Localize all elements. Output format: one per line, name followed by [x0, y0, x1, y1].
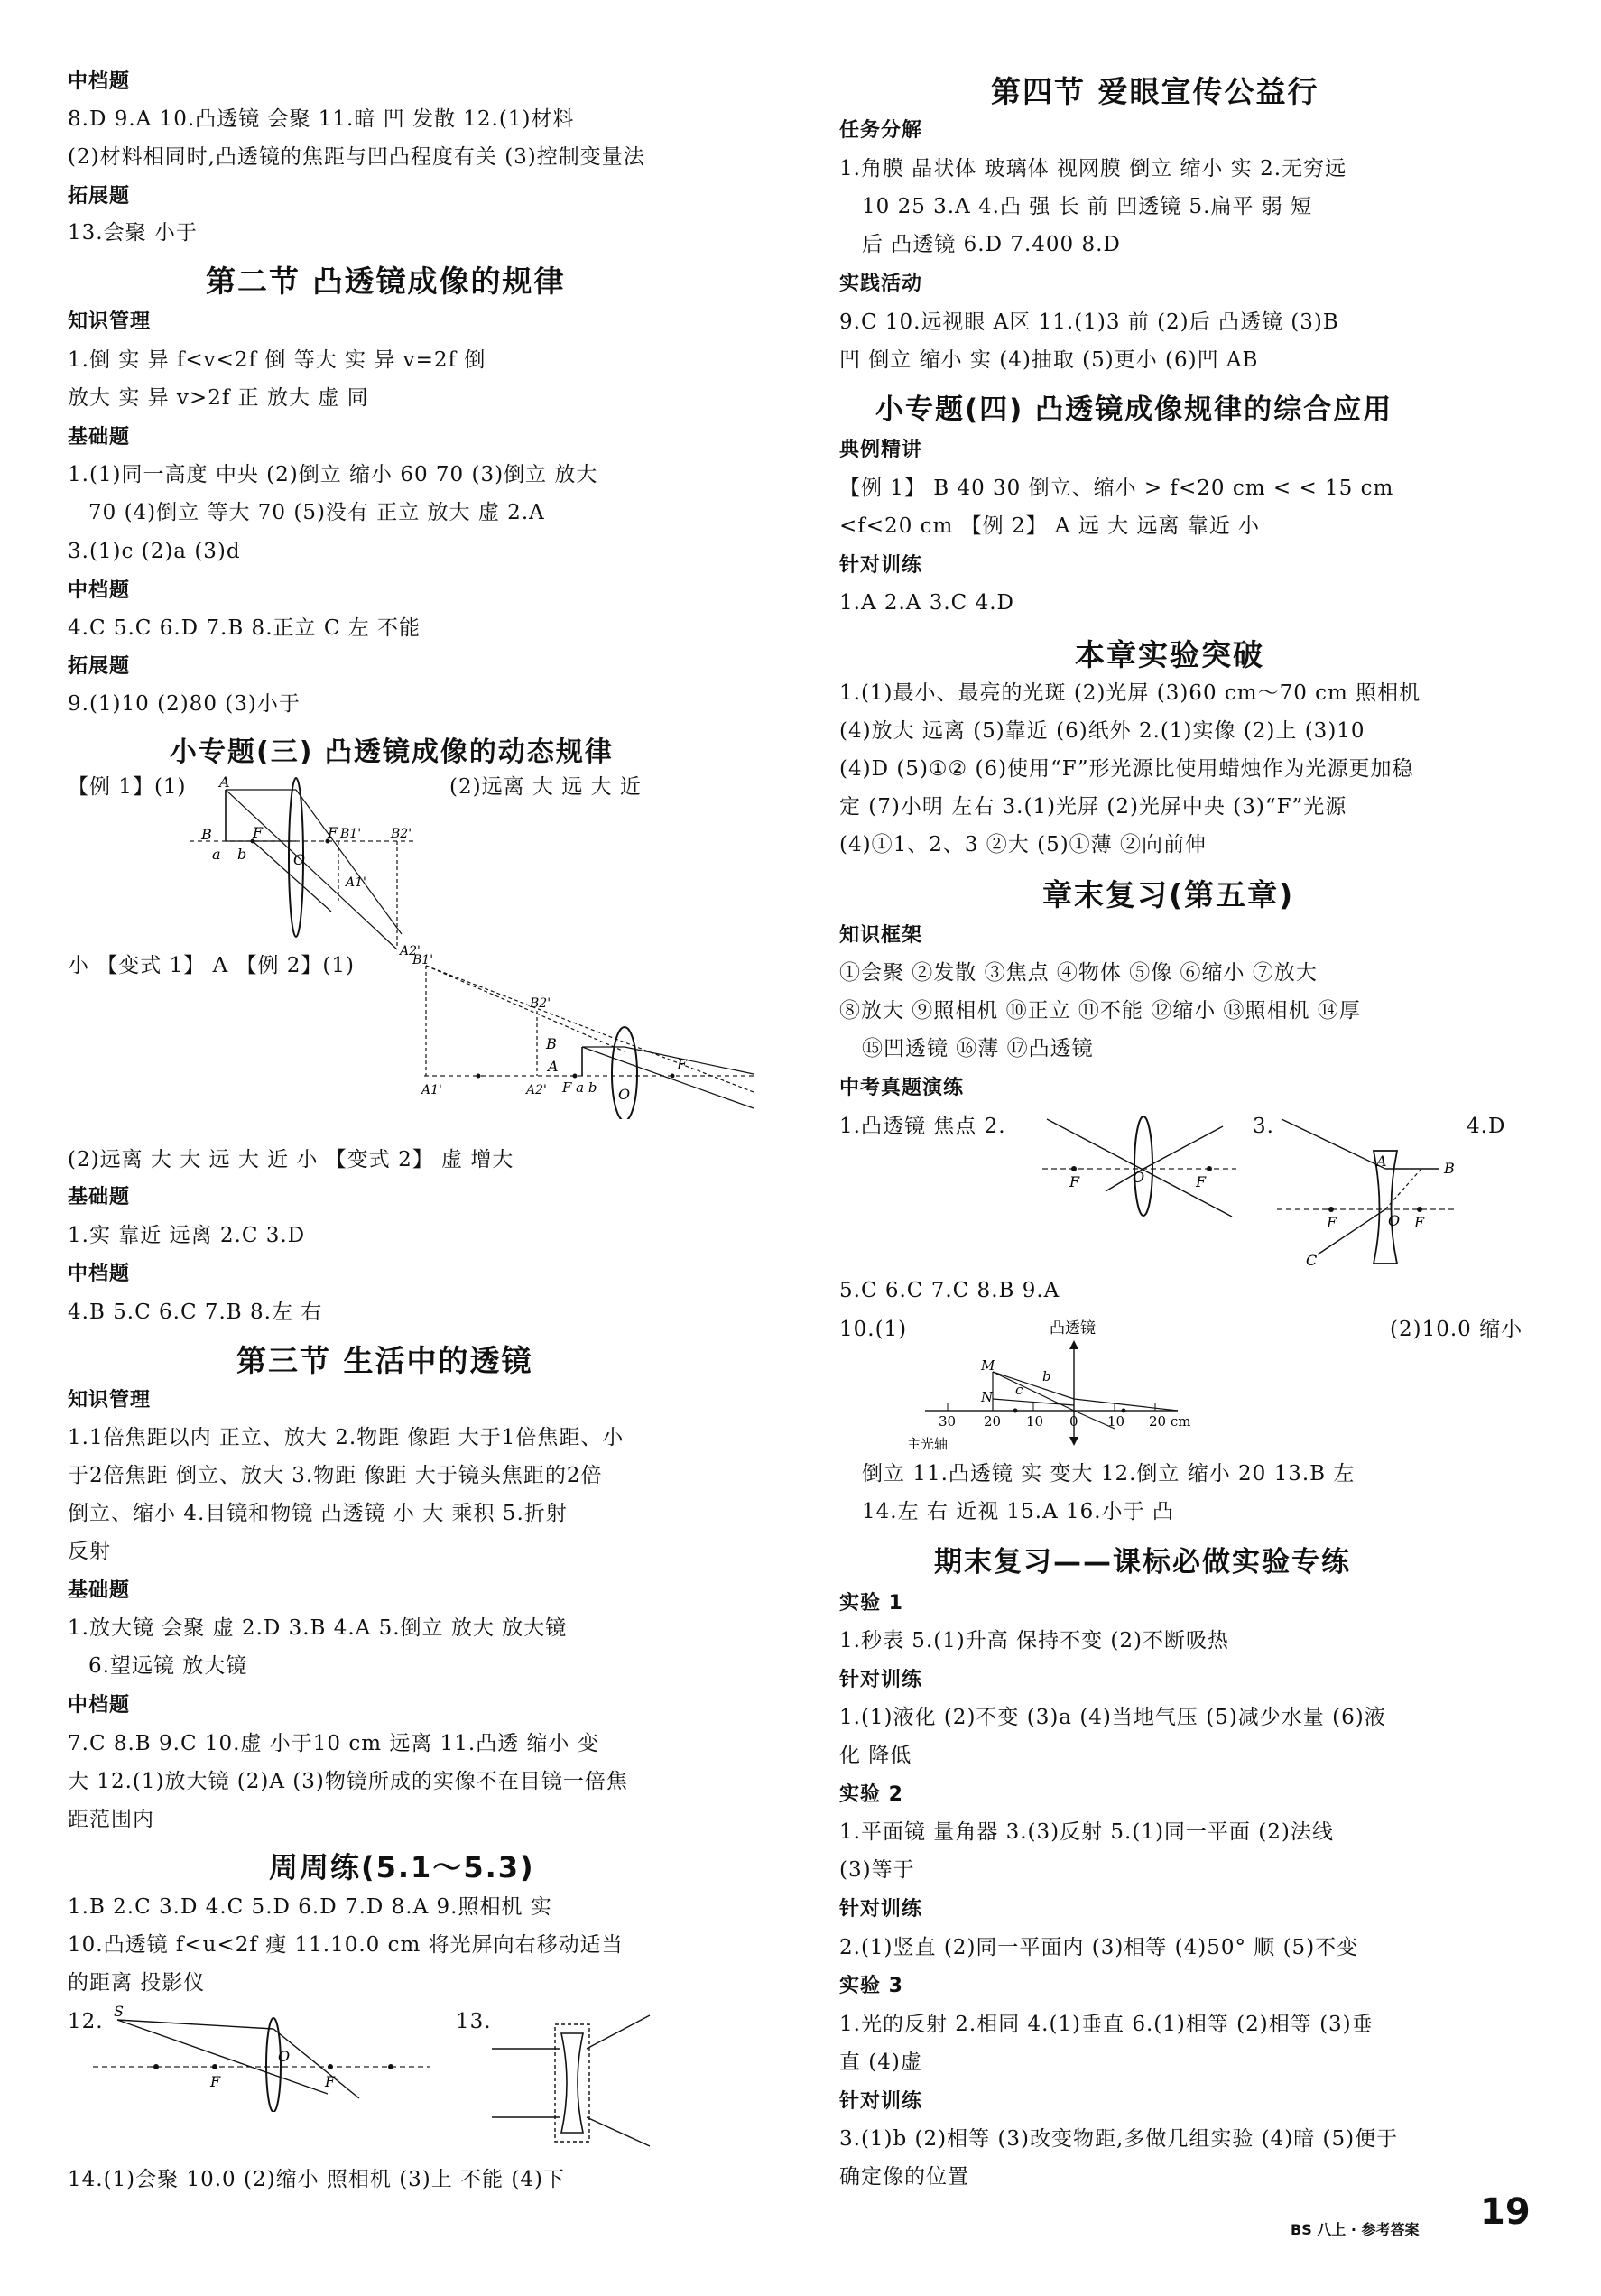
answer-line: 4.B 5.C 6.C 7.B 8.左 右 [68, 1301, 323, 1324]
answer-line: (2)材料相同时,凸透镜的焦距与凹凸程度有关 (3)控制变量法 [68, 145, 645, 169]
answer-line: 1.秒表 5.(1)升高 保持不变 (2)不断吸热 [839, 1629, 1229, 1653]
fig2-ray-diagram [1042, 1110, 1236, 1218]
answer-line: 10 25 3.A 4.凸 强 长 前 凹透镜 5.扁平 弱 短 [862, 195, 1313, 218]
section-label: 基础题 [68, 1579, 131, 1602]
section-label: 任务分解 [839, 119, 923, 142]
label-c: c [1015, 1382, 1023, 1398]
answer-line: 1.平面镜 量角器 3.(3)反射 5.(1)同一平面 (2)法线 [839, 1820, 1334, 1844]
label-A1: A1' [421, 1083, 442, 1097]
section-heading: 章末复习(第五章) [1042, 877, 1295, 912]
label-O: O [1388, 1212, 1401, 1229]
answer-line: 10.(1) [839, 1318, 908, 1341]
answer-line: 1.1倍焦距以内 正立、放大 2.物距 像距 大于1倍焦距、小 [68, 1426, 625, 1449]
label-B2: B2' [530, 996, 551, 1011]
section-label: 实验 3 [839, 1975, 903, 1997]
label-B1: B1' [340, 827, 362, 841]
answer-line: 4.C 5.C 6.D 7.B 8.正立 C 左 不能 [68, 616, 421, 640]
section-label: 知识框架 [839, 924, 923, 947]
label-F2: F [1196, 1173, 1207, 1190]
answer-line: 13.会聚 小于 [68, 221, 198, 245]
answer-line: 1.实 靠近 远离 2.C 3.D [68, 1224, 306, 1247]
answer-line: (3)等于 [839, 1858, 915, 1882]
label-lens-title: 凸透镜 [1050, 1319, 1096, 1338]
section-label: 基础题 [68, 426, 131, 449]
section-label: 实验 2 [839, 1783, 903, 1806]
answer-line: 14.左 右 近视 15.A 16.小于 凸 [862, 1500, 1174, 1523]
label-B: B [201, 826, 212, 843]
answer-line: 放大 实 异 v>2f 正 放大 虚 同 [68, 386, 369, 410]
answer-line: 化 降低 [839, 1744, 912, 1767]
answer-line: 1.A 2.A 3.C 4.D [839, 591, 1014, 615]
label-A: A [548, 1058, 559, 1075]
label-C: C [1306, 1252, 1318, 1268]
fig10-ray-diagram [907, 1313, 1250, 1458]
answer-line: 【例 1】(1) [68, 775, 187, 799]
label-Fab: F a b [562, 1079, 597, 1096]
answer-line: 1.凸透镜 焦点 2. [839, 1115, 1006, 1138]
section-heading: 期末复习——课标必做实验专练 [934, 1546, 1351, 1578]
answer-line: 3. [1253, 1115, 1274, 1138]
answer-line: 12. [68, 2010, 104, 2033]
label-N: N [981, 1389, 994, 1405]
section-label: 实践活动 [839, 273, 923, 295]
section-label: 中考真题演练 [839, 1077, 965, 1099]
answer-line: 小 【变式 1】 A 【例 2】(1) [68, 954, 356, 977]
answer-line: (2)远离 大 大 远 大 近 小 【变式 2】 虚 增大 [68, 1148, 514, 1171]
footer-label: BS 八上 · 参考答案 [1291, 2221, 1420, 2238]
label-a: a [212, 846, 221, 863]
answer-line: 3.(1)c (2)a (3)d [68, 540, 241, 563]
answer-line: 4.D [1467, 1115, 1506, 1138]
answer-line: 【例 1】 B 40 30 倒立、缩小 > f<20 cm < < 15 cm [839, 477, 1394, 500]
tick-20cm: 20 cm [1149, 1413, 1191, 1430]
answer-line: (4)放大 远离 (5)靠近 (6)纸外 2.(1)实像 (2)上 (3)10 [839, 719, 1365, 743]
answer-line: ⑮凹透镜 ⑯薄 ⑰凸透镜 [862, 1037, 1094, 1060]
label-A: A [1376, 1153, 1387, 1170]
section-label: 中档题 [68, 579, 131, 602]
tick-20: 20 [984, 1413, 1002, 1430]
label-O: O [1133, 1169, 1145, 1186]
label-O: O [278, 2048, 291, 2065]
section-heading: 第二节 凸透镜成像的规律 [206, 264, 566, 299]
label-B: B [546, 1035, 557, 1052]
answer-line: 倒立、缩小 4.目镜和物镜 凸透镜 小 大 乘积 5.折射 [68, 1502, 568, 1525]
answer-line: 大 12.(1)放大镜 (2)A (3)物镜所成的实像不在目镜一倍焦 [68, 1770, 628, 1793]
answer-line: 14.(1)会聚 10.0 (2)缩小 照相机 (3)上 不能 (4)下 [68, 2168, 565, 2191]
label-B1: B1' [412, 953, 434, 967]
section-label: 中档题 [68, 70, 131, 93]
section-label: 针对训练 [839, 2090, 923, 2113]
label-S: S [114, 2004, 124, 2020]
section-heading: 小专题(三) 凸透镜成像的动态规律 [170, 736, 614, 768]
label-M: M [981, 1357, 995, 1374]
section-label: 典例精讲 [839, 439, 923, 461]
section-heading: 第三节 生活中的透镜 [236, 1343, 533, 1378]
label-b: b [1042, 1368, 1051, 1384]
section-label: 拓展题 [68, 185, 131, 208]
tick-30: 30 [939, 1413, 957, 1430]
label-F: F [210, 2073, 221, 2090]
fig13-lens-box [487, 2011, 677, 2151]
label-F: F [1069, 1173, 1080, 1190]
answer-line: 1.B 2.C 3.D 4.C 5.D 6.D 7.D 8.A 9.照相机 实 [68, 1895, 552, 1919]
answer-line: 1.倒 实 异 f<v<2f 倒 等大 实 异 v=2f 倒 [68, 348, 486, 372]
answer-line: 凹 倒立 缩小 实 (4)抽取 (5)更小 (6)凹 AB [839, 348, 1259, 372]
answer-line: 7.C 8.B 9.C 10.虚 小于10 cm 远离 11.凸透 缩小 变 [68, 1732, 599, 1755]
example1-ray-diagram [185, 767, 447, 961]
answer-line: 5.C 6.C 7.C 8.B 9.A [839, 1279, 1060, 1302]
label-O: O [618, 1086, 631, 1103]
section-heading: 小专题(四) 凸透镜成像规律的综合应用 [875, 393, 1393, 426]
fig12-ray-diagram [88, 2004, 431, 2112]
label-A: A [219, 773, 230, 791]
section-heading: 第四节 爱眼宣传公益行 [991, 74, 1319, 109]
label-A2: A2' [526, 1083, 547, 1097]
tick-10b: 10 [1107, 1413, 1125, 1430]
answer-line: 13. [456, 2010, 492, 2033]
label-A2: A2' [400, 944, 421, 958]
section-label: 针对训练 [839, 554, 923, 577]
answer-line: 9.(1)10 (2)80 (3)小于 [68, 692, 301, 716]
page-number: 19 [1480, 2191, 1531, 2233]
answer-line: (2)远离 大 远 大 近 [449, 775, 642, 799]
answer-line: (2)10.0 缩小 [1390, 1318, 1523, 1341]
answer-line: ①会聚 ②发散 ③焦点 ④物体 ⑤像 ⑥缩小 ⑦放大 [839, 961, 1318, 985]
answer-line: 6.望远镜 放大镜 [88, 1654, 248, 1678]
label-F: F [1327, 1214, 1337, 1231]
answer-line: 定 (7)小明 左右 3.(1)光屏 (2)光屏中央 (3)“F”光源 [839, 795, 1347, 819]
section-label: 中档题 [68, 1263, 131, 1285]
answer-line: 9.C 10.远视眼 A区 11.(1)3 前 (2)后 凸透镜 (3)B [839, 310, 1339, 334]
example2-ray-diagram [411, 948, 758, 1119]
answer-line: 1.(1)同一高度 中央 (2)倒立 缩小 60 70 (3)倒立 放大 [68, 463, 598, 486]
answer-line: 1.(1)最小、最亮的光斑 (2)光屏 (3)60 cm～70 cm 照相机 [839, 681, 1421, 705]
label-O: O [293, 851, 306, 868]
fig3-ray-diagram [1277, 1110, 1467, 1268]
answer-line: <f<20 cm 【例 2】 A 远 大 远离 靠近 小 [839, 514, 1261, 538]
label-F2: F [1414, 1214, 1425, 1231]
answer-line: (4)D (5)①② (6)使用“F”形光源比使用蜡烛作为光源更加稳 [839, 757, 1414, 781]
section-heading: 周周练(5.1～5.3) [269, 1850, 535, 1884]
answer-line: 70 (4)倒立 等大 70 (5)没有 正立 放大 虚 2.A [88, 501, 545, 524]
answer-line: 倒立 11.凸透镜 实 变大 12.倒立 缩小 20 13.B 左 [862, 1462, 1356, 1486]
answer-line: 后 凸透镜 6.D 7.400 8.D [862, 233, 1121, 256]
answer-line: 8.D 9.A 10.凸透镜 会聚 11.暗 凹 发散 12.(1)材料 [68, 107, 575, 131]
answer-line: 1.放大镜 会聚 虚 2.D 3.B 4.A 5.倒立 放大 放大镜 [68, 1616, 568, 1640]
answer-line: 直 (4)虚 [839, 2051, 922, 2074]
label-F2: F [328, 824, 338, 841]
answer-line: (4)①1、2、3 ②大 (5)①薄 ②向前伸 [839, 833, 1207, 856]
section-heading: 本章实验突破 [1075, 637, 1264, 672]
answer-line: 1.光的反射 2.相同 4.(1)垂直 6.(1)相等 (2)相等 (3)垂 [839, 2013, 1374, 2036]
label-F: F [677, 1056, 688, 1073]
label-F: F [253, 824, 264, 841]
section-label: 知识管理 [68, 310, 152, 333]
section-label: 针对训练 [839, 1898, 923, 1921]
label-F2: F [325, 2073, 336, 2090]
answer-line: 于2倍焦距 倒立、放大 3.物距 像距 大于镜头焦距的2倍 [68, 1464, 603, 1487]
section-label: 拓展题 [68, 655, 131, 678]
label-b: b [237, 846, 247, 863]
section-label: 知识管理 [68, 1389, 152, 1412]
answer-line: 2.(1)竖直 (2)同一平面内 (3)相等 (4)50° 顺 (5)不变 [839, 1936, 1359, 1959]
section-label: 中档题 [68, 1694, 131, 1717]
answer-line: 确定像的位置 [839, 2165, 969, 2189]
answer-line: 的距离 投影仪 [68, 1971, 206, 1995]
label-B2: B2' [391, 827, 412, 841]
tick-10: 10 [1026, 1413, 1044, 1430]
tick-0: 0 [1069, 1413, 1078, 1430]
label-A1: A1' [346, 875, 366, 890]
answer-line: 1.(1)液化 (2)不变 (3)a (4)当地气压 (5)减少水量 (6)液 [839, 1706, 1386, 1729]
label-main-axis: 主光轴 [907, 1436, 949, 1452]
section-label: 实验 1 [839, 1592, 903, 1615]
answer-line: 距范围内 [68, 1808, 154, 1831]
answer-line: 1.角膜 晶状体 玻璃体 视网膜 倒立 缩小 实 2.无穷远 [839, 157, 1347, 181]
answer-line: 10.凸透镜 f<u<2f 瘦 11.10.0 cm 将光屏向右移动适当 [68, 1933, 624, 1957]
section-label: 基础题 [68, 1186, 131, 1208]
answer-line: 3.(1)b (2)相等 (3)改变物距,多做几组实验 (4)暗 (5)便于 [839, 2127, 1399, 2151]
answer-line: 反射 [68, 1540, 111, 1563]
label-B: B [1444, 1160, 1455, 1177]
section-label: 针对训练 [839, 1669, 923, 1691]
answer-line: ⑧放大 ⑨照相机 ⑩正立 ⑪不能 ⑫缩小 ⑬照相机 ⑭厚 [839, 999, 1361, 1023]
